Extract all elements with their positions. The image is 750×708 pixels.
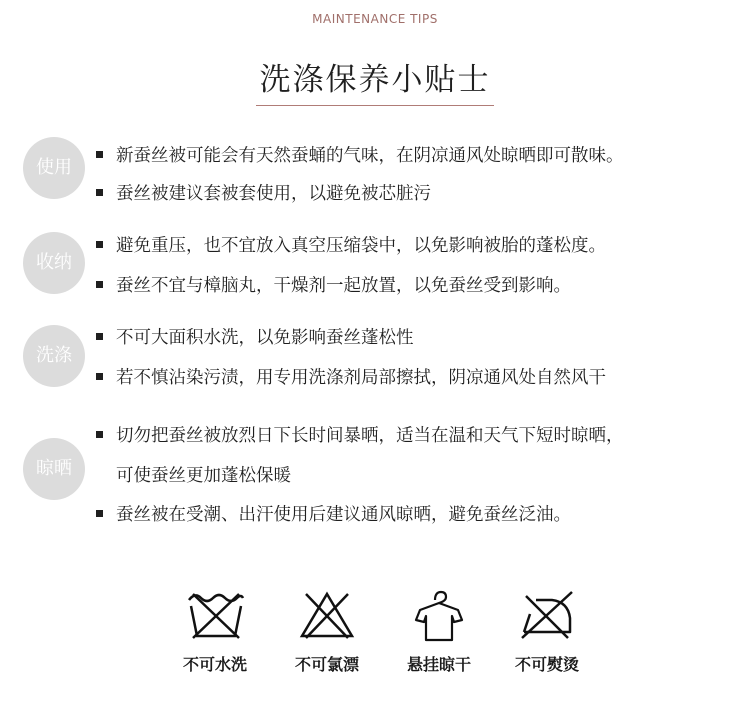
tip-text: 蚕丝被在受潮、出汗使用后建议通风晾晒，避免蚕丝泛油。 [116,505,571,525]
tip-text: 切勿把蚕丝被放烈日下长时间暴晒，适当在温和天气下短时晾晒， [116,426,624,446]
care-label: 不可水洗 [182,655,247,674]
tip-text: 避免重压，也不宜放入真空压缩袋中，以免影响被胎的蓬松度。 [116,236,606,256]
tip-text-continued: 可使蚕丝更加蓬松保暖 [116,466,291,486]
bullet [96,189,103,196]
badge-washing: 洗涤 [23,325,85,387]
badge-drying: 晾晒 [23,438,85,500]
bullet [96,373,103,380]
badge-use: 使用 [23,137,85,199]
bullet [96,151,103,158]
tip-text: 不可大面积水洗，以免影响蚕丝蓬松性 [116,328,414,348]
page-title: 洗涤保养小贴士 [259,62,491,98]
subtitle: MAINTENANCE TIPS [312,12,438,26]
hang-dry-icon [408,588,470,642]
care-label: 不可氯漂 [294,655,359,674]
tip-text: 若不慎沾染污渍，用专用洗涤剂局部擦拭，阴凉通风处自然风干 [116,368,606,388]
no-wash-icon [185,588,247,642]
title-divider [256,105,494,106]
bullet [96,281,103,288]
bullet [96,333,103,340]
care-label: 悬挂晾干 [406,655,471,674]
no-bleach-icon [296,588,358,642]
bullet [96,431,103,438]
care-label: 不可熨烫 [514,655,579,674]
tip-text: 蚕丝被建议套被套使用，以避免被芯脏污 [116,184,431,204]
badge-storage: 收纳 [23,232,85,294]
tip-text: 新蚕丝被可能会有天然蚕蛹的气味，在阴凉通风处晾晒即可散味。 [116,146,624,166]
tip-text: 蚕丝不宜与樟脑丸，干燥剂一起放置，以免蚕丝受到影响。 [116,276,571,296]
bullet [96,510,103,517]
bullet [96,241,103,248]
no-iron-icon [516,588,578,642]
